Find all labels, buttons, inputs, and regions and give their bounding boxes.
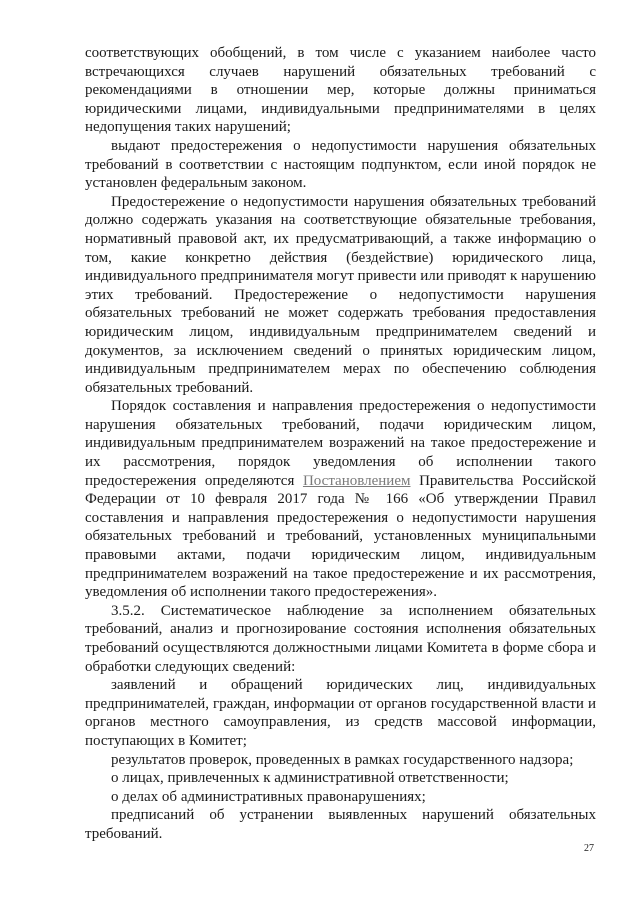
- paragraph-5: 3.5.2. Систематическое наблюдение за исполнением обязательных требований, анализ и прогнозирование состояния исполнения обязательных требований осуществляются должностными лицами Комитета в форме сбора и обработки следующих сведений:: [85, 602, 596, 675]
- paragraph-2: выдают предостережения о недопустимости нарушения обязательных требований в соответствии с настоящим подпунктом, если иной порядок не установлен федеральным законом.: [85, 137, 596, 192]
- decree-link[interactable]: Постановлением: [302, 472, 411, 489]
- paragraph-4-text-after: Правительства Российской Федерации от 10 февраля 2017 года № 166 «Об утверждении Правил составления и направления предостережения о недопустимости нарушения обязательных требований и требований, установленных муниципальными правовыми актами, подачи юридическим лицом, индивидуальным предпринимателем возражений на такое предостережение и их рассмотрения, уведомления об исполнении такого предостережения».: [85, 472, 596, 601]
- paragraph-3: Предостережение о недопустимости нарушения обязательных требований должно содержать указания на соответствующие обязательные требования, нормативный правовой акт, их предусматривающий, а также информацию о том, какие конкретно действия (бездействие) юридического лица, индивидуального предпринимателя могут привести или приводят к нарушению этих требований. Предостережение о недопустимости нарушения обязательных требований не может содержать требования предоставления юридическим лицом, индивидуальным предпринимателем сведений и документов, за исключением сведений о принятых юридическим лицом, индивидуальным предпринимателем мерах по обеспечению соблюдения обязательных требований.: [85, 193, 596, 396]
- paragraph-4-text-before: Порядок составления и направления предостережения о недопустимости нарушения обязательных требований, подачи юридическим лицом, индивидуальным предпринимателем возражений на такое предостережение и их рассмотрения, порядок уведомления об исполнении такого предостережения определяются: [85, 398, 596, 489]
- paragraph-4: [85, 397, 596, 602]
- document-body: [85, 44, 596, 844]
- paragraph-10: предписаний об устранении выявленных нарушений обязательных требований.: [85, 807, 596, 842]
- paragraph-8: о лицах, привлеченных к административной ответственности;: [111, 770, 509, 787]
- paragraph-6: заявлений и обращений юридических лиц, индивидуальных предпринимателей, граждан, информации от органов государственной власти и органов местного самоуправления, из средств массовой информации, поступающих в Комитет;: [85, 677, 596, 749]
- paragraph-1: соответствующих обобщений, в том числе с указанием наиболее часто встречающихся случаев нарушений обязательных требований с рекомендациями в отношении мер, которые должны приниматься юридическими лицами, индивидуальными предпринимателями в целях недопущения таких нарушений;: [85, 45, 596, 136]
- page-number: 27: [584, 843, 594, 854]
- paragraph-7: результатов проверок, проведенных в рамках государственного надзора;: [111, 751, 574, 768]
- paragraph-9: о делах об административных правонарушениях;: [111, 788, 426, 805]
